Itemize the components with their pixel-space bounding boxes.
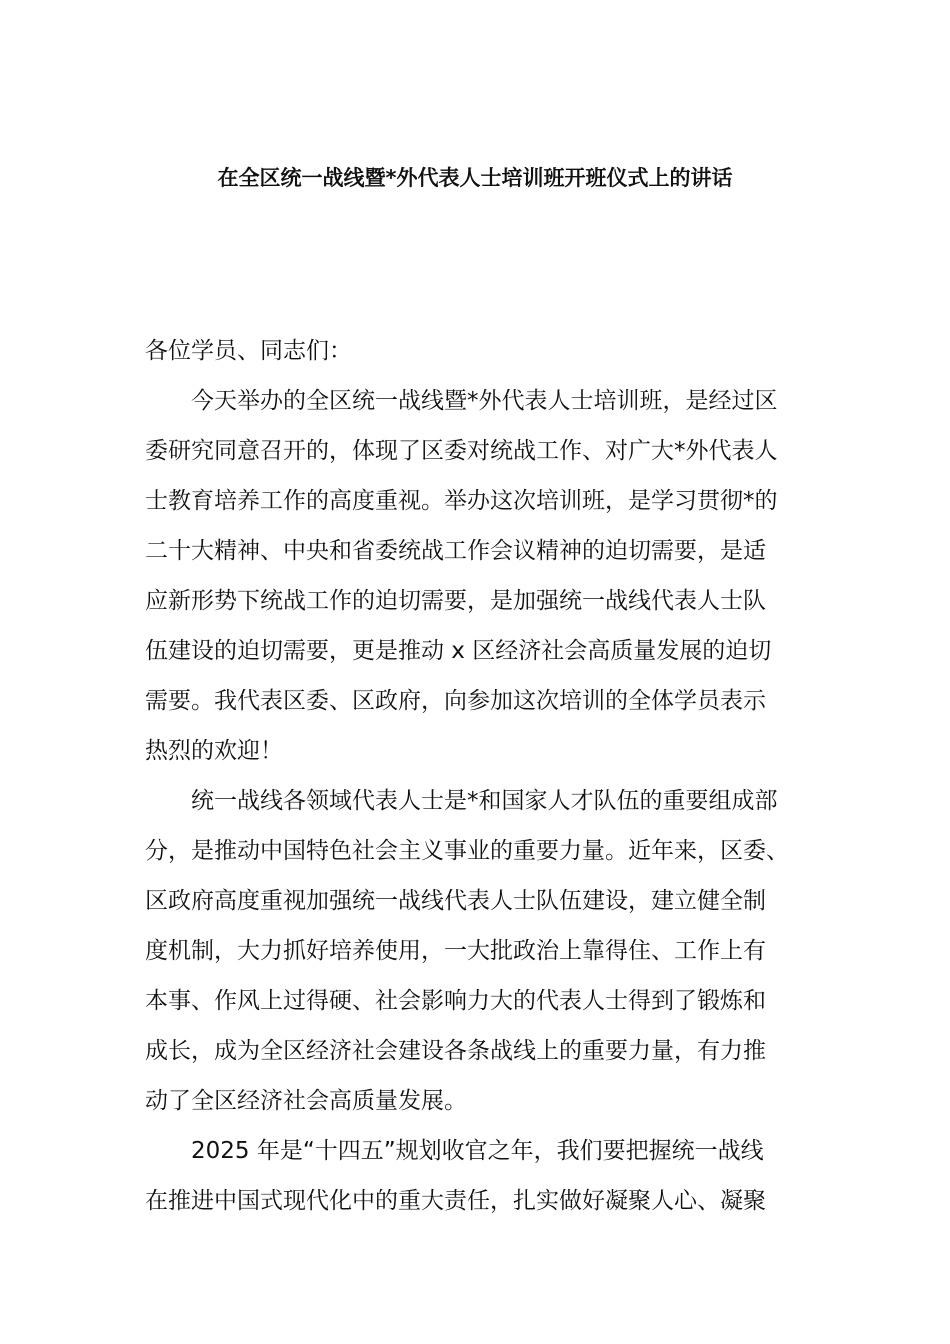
paragraph-line: 本事、作风上过得硬、社会影响力大的代表人士得到了锻炼和 [145, 988, 766, 1014]
document-body [145, 326, 815, 1226]
paragraph-line: 成长，成为全区经济社会建设各条战线上的重要力量，有力推 [145, 1038, 766, 1064]
paragraph-line: 2025 年是“十四五”规划收官之年，我们要把握统一战线 [191, 1138, 764, 1164]
paragraph-line: 需要。我代表区委、区政府，向参加这次培训的全体学员表示 [145, 688, 766, 714]
paragraph-line: 在推进中国式现代化中的重大责任，扎实做好凝聚人心、凝聚 [145, 1188, 766, 1214]
paragraph-2 [145, 776, 815, 1126]
document-title: 在全区统一战线暨*外代表人士培训班开班仪式上的讲话 [217, 166, 733, 190]
paragraph-line: 今天举办的全区统一战线暨*外代表人士培训班，是经过区 [191, 388, 778, 414]
paragraph-line: 分，是推动中国特色社会主义事业的重要力量。近年来，区委、 [145, 838, 789, 864]
paragraph-line: 动了全区经济社会高质量发展。 [145, 1088, 467, 1114]
paragraph-line: 伍建设的迫切需要，更是推动 x 区经济社会高质量发展的迫切 [145, 638, 772, 664]
paragraph-line: 度机制，大力抓好培养使用，一大批政治上靠得住、工作上有 [145, 938, 766, 964]
paragraph-line: 统一战线各领域代表人士是*和国家人才队伍的重要组成部 [191, 788, 778, 814]
paragraph-line: 二十大精神、中央和省委统战工作会议精神的迫切需要，是适 [145, 538, 766, 564]
salutation: 各位学员、同志们： [145, 338, 352, 364]
paragraph-1 [145, 376, 815, 776]
paragraph-line: 应新形势下统战工作的迫切需要，是加强统一战线代表人士队 [145, 588, 766, 614]
paragraph-line: 热烈的欢迎！ [145, 738, 283, 764]
paragraph-line: 士教育培养工作的高度重视。举办这次培训班，是学习贯彻*的 [145, 488, 778, 514]
paragraph-3 [145, 1126, 815, 1226]
paragraph-line: 委研究同意召开的，体现了区委对统战工作、对广大*外代表人 [145, 438, 778, 464]
paragraph-line: 区政府高度重视加强统一战线代表人士队伍建设，建立健全制 [145, 888, 766, 914]
